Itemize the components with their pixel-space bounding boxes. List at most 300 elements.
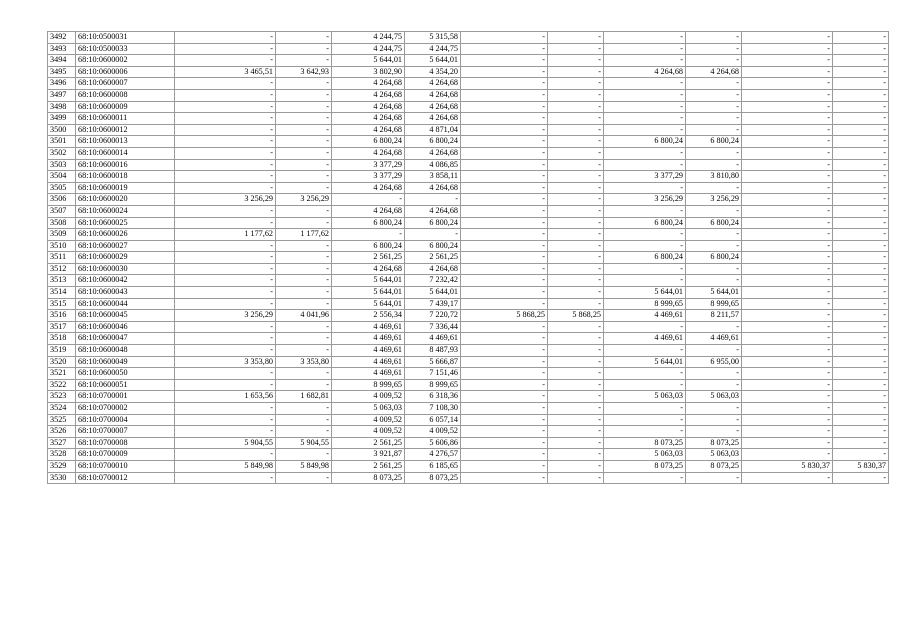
value-cell: - [461,426,548,438]
value-cell: - [833,472,889,484]
value-cell: - [686,229,742,241]
value-cell: - [686,240,742,252]
row-number-cell: 3519 [48,345,76,357]
value-cell: 4 264,68 [405,182,461,194]
value-cell: 7 151,46 [405,368,461,380]
value-cell: - [604,240,686,252]
table-row [48,426,889,438]
value-cell: - [548,426,604,438]
value-cell: - [833,449,889,461]
value-cell: - [175,379,276,391]
value-cell: - [276,449,332,461]
value-cell: - [742,287,833,299]
table-row [48,379,889,391]
value-cell: - [833,136,889,148]
value-cell: - [742,449,833,461]
value-cell: - [548,368,604,380]
cadastral-id-cell: 68:10:0600012 [76,124,175,136]
value-cell: - [833,298,889,310]
value-cell: 6 800,24 [604,136,686,148]
cadastral-id-cell: 68:10:0500031 [76,32,175,44]
cadastral-id-cell: 68:10:0700012 [76,472,175,484]
value-cell: 5 868,25 [461,310,548,322]
value-cell: - [461,403,548,415]
value-cell: - [332,229,405,241]
value-cell: - [833,321,889,333]
cadastral-id-cell: 68:10:0600025 [76,217,175,229]
cadastral-id-cell: 68:10:0600007 [76,78,175,90]
value-cell: - [604,101,686,113]
value-cell: - [604,147,686,159]
value-cell: 6 800,24 [405,136,461,148]
value-cell: - [833,391,889,403]
value-cell: - [686,159,742,171]
cadastral-id-cell: 68:10:0600020 [76,194,175,206]
value-cell: - [833,275,889,287]
value-cell: 3 377,29 [332,159,405,171]
value-cell: - [833,32,889,44]
value-cell: 6 800,24 [686,217,742,229]
value-cell: - [833,113,889,125]
value-cell: - [742,263,833,275]
table-row [48,472,889,484]
table-row [48,217,889,229]
cadastral-id-cell: 68:10:0600002 [76,55,175,67]
value-cell: - [833,194,889,206]
row-number-cell: 3518 [48,333,76,345]
value-cell: - [604,89,686,101]
value-cell: 7 439,17 [405,298,461,310]
table-row [48,368,889,380]
value-cell: - [604,78,686,90]
value-cell: - [833,66,889,78]
value-cell: - [548,252,604,264]
value-cell: 5 868,25 [548,310,604,322]
value-cell: - [742,356,833,368]
value-cell: - [548,124,604,136]
value-cell: - [175,368,276,380]
value-cell: - [175,32,276,44]
value-cell: 4 264,68 [686,66,742,78]
value-cell: 3 642,93 [276,66,332,78]
value-cell: 8 999,65 [405,379,461,391]
table-row [48,66,889,78]
row-number-cell: 3517 [48,321,76,333]
table-row [48,321,889,333]
value-cell: 3 256,29 [175,194,276,206]
value-cell: 5 644,01 [604,356,686,368]
value-cell: - [461,182,548,194]
value-cell: - [175,263,276,275]
cadastral-id-cell: 68:10:0700001 [76,391,175,403]
value-cell: - [742,437,833,449]
value-cell: - [604,426,686,438]
value-cell: - [686,113,742,125]
value-cell: - [833,310,889,322]
value-cell: - [833,147,889,159]
value-cell: 5 666,87 [405,356,461,368]
value-cell: - [742,275,833,287]
value-cell: 5 904,55 [175,437,276,449]
value-cell: - [175,403,276,415]
value-cell: - [833,89,889,101]
value-cell: 8 999,65 [686,298,742,310]
cadastral-id-cell: 68:10:0600044 [76,298,175,310]
value-cell: 4 469,61 [332,345,405,357]
table-row [48,333,889,345]
value-cell: - [548,205,604,217]
table-row [48,345,889,357]
value-cell: - [276,43,332,55]
value-cell: 4 264,68 [332,113,405,125]
value-cell: 6 955,00 [686,356,742,368]
value-cell: 8 211,57 [686,310,742,322]
value-cell: 2 561,25 [332,252,405,264]
table-row [48,147,889,159]
value-cell: - [742,66,833,78]
cadastral-id-cell: 68:10:0600027 [76,240,175,252]
value-cell: - [604,472,686,484]
value-cell: - [332,194,405,206]
value-cell: 4 264,68 [405,263,461,275]
value-cell: 1 682,81 [276,391,332,403]
value-cell: - [276,263,332,275]
value-cell: 6 800,24 [686,252,742,264]
table-row [48,437,889,449]
value-cell: - [686,55,742,67]
value-cell: - [833,205,889,217]
row-number-cell: 3495 [48,66,76,78]
value-cell: - [686,472,742,484]
value-cell: 7 220,72 [405,310,461,322]
row-number-cell: 3511 [48,252,76,264]
value-cell: - [548,113,604,125]
value-cell: 3 377,29 [604,171,686,183]
value-cell: - [833,345,889,357]
value-cell: 3 377,29 [332,171,405,183]
value-cell: 4 469,61 [604,310,686,322]
value-cell: - [604,345,686,357]
value-cell: 6 318,36 [405,391,461,403]
value-cell: - [833,379,889,391]
value-cell: - [276,287,332,299]
row-number-cell: 3514 [48,287,76,299]
value-cell: - [175,89,276,101]
value-cell: 5 063,03 [604,449,686,461]
row-number-cell: 3513 [48,275,76,287]
value-cell: - [833,217,889,229]
value-cell: 2 561,25 [332,460,405,472]
value-cell: - [686,101,742,113]
value-cell: - [548,391,604,403]
value-cell: - [548,240,604,252]
cadastral-id-cell: 68:10:0600024 [76,205,175,217]
table-row [48,391,889,403]
value-cell: - [276,171,332,183]
value-cell: 5 830,37 [742,460,833,472]
value-cell: - [686,205,742,217]
value-cell: - [548,379,604,391]
table-row [48,101,889,113]
table-row [48,275,889,287]
value-cell: - [686,43,742,55]
row-number-cell: 3520 [48,356,76,368]
value-cell: - [742,205,833,217]
value-cell: 4 264,68 [405,78,461,90]
value-cell: 4 264,68 [405,147,461,159]
value-cell: 4 469,61 [405,333,461,345]
value-cell: 4 264,68 [332,205,405,217]
value-cell: - [548,403,604,415]
value-cell: - [548,333,604,345]
value-cell: 5 644,01 [604,287,686,299]
cadastral-id-cell: 68:10:0700009 [76,449,175,461]
value-cell: - [742,345,833,357]
value-cell: - [548,101,604,113]
cadastral-id-cell: 68:10:0600013 [76,136,175,148]
value-cell: 4 264,68 [332,101,405,113]
row-number-cell: 3498 [48,101,76,113]
row-number-cell: 3521 [48,368,76,380]
value-cell: 8 999,65 [332,379,405,391]
cadastral-id-cell: 68:10:0600016 [76,159,175,171]
value-cell: 8 073,25 [686,460,742,472]
value-cell: - [276,124,332,136]
value-cell: 8 073,25 [332,472,405,484]
value-cell: - [742,333,833,345]
value-cell: - [833,426,889,438]
table-row [48,32,889,44]
value-cell: 2 561,25 [405,252,461,264]
cadastral-id-cell: 68:10:0600011 [76,113,175,125]
value-cell: - [276,414,332,426]
row-number-cell: 3505 [48,182,76,194]
value-cell: - [686,89,742,101]
value-cell: - [742,147,833,159]
value-cell: - [175,321,276,333]
table-row [48,287,889,299]
row-number-cell: 3530 [48,472,76,484]
value-cell: - [833,252,889,264]
cadastral-id-cell: 68:10:0600048 [76,345,175,357]
value-cell: - [833,229,889,241]
value-cell: - [276,252,332,264]
value-cell: - [175,217,276,229]
value-cell: 5 063,03 [686,449,742,461]
cadastral-id-cell: 68:10:0600046 [76,321,175,333]
value-cell: - [461,89,548,101]
value-cell: - [604,229,686,241]
value-cell: - [276,472,332,484]
value-cell: - [742,426,833,438]
row-number-cell: 3516 [48,310,76,322]
value-cell: - [548,43,604,55]
value-cell: 4 041,96 [276,310,332,322]
value-cell: - [742,78,833,90]
value-cell: - [276,368,332,380]
value-cell: 4 264,68 [405,205,461,217]
value-cell: 4 264,68 [332,89,405,101]
table-row [48,229,889,241]
value-cell: - [175,240,276,252]
value-cell: - [548,194,604,206]
value-cell: - [548,356,604,368]
value-cell: - [175,159,276,171]
value-cell: 5 063,03 [686,391,742,403]
table-row [48,194,889,206]
value-cell: - [175,136,276,148]
value-cell: - [833,240,889,252]
value-cell: - [548,182,604,194]
value-cell: - [604,113,686,125]
value-cell: 4 469,61 [332,368,405,380]
value-cell: - [461,171,548,183]
value-cell: - [742,89,833,101]
cadastral-id-cell: 68:10:0700002 [76,403,175,415]
value-cell: - [461,298,548,310]
value-cell: - [276,159,332,171]
value-cell: - [175,171,276,183]
value-cell: 8 073,25 [405,472,461,484]
value-cell: - [833,55,889,67]
value-cell: - [604,275,686,287]
value-cell: - [175,345,276,357]
table-row [48,55,889,67]
value-cell: - [548,159,604,171]
value-cell: 4 354,20 [405,66,461,78]
value-cell: 4 276,57 [405,449,461,461]
value-cell: 5 849,98 [175,460,276,472]
table-row [48,171,889,183]
value-cell: - [548,287,604,299]
cadastral-id-cell: 68:10:0600047 [76,333,175,345]
value-cell: 3 353,80 [276,356,332,368]
value-cell: - [833,101,889,113]
value-cell: - [686,368,742,380]
value-cell: - [604,43,686,55]
value-cell: - [548,171,604,183]
row-number-cell: 3526 [48,426,76,438]
value-cell: - [742,240,833,252]
value-cell: - [461,263,548,275]
value-cell: - [461,437,548,449]
value-cell: - [742,55,833,67]
value-cell: - [461,368,548,380]
value-cell: 4 009,52 [405,426,461,438]
value-cell: - [276,205,332,217]
value-cell: - [405,229,461,241]
value-cell: - [686,426,742,438]
table-row [48,252,889,264]
value-cell: - [276,345,332,357]
value-cell: - [461,356,548,368]
value-cell: - [276,136,332,148]
row-number-cell: 3506 [48,194,76,206]
value-cell: - [742,252,833,264]
value-cell: - [742,229,833,241]
value-cell: - [276,321,332,333]
value-cell: - [175,78,276,90]
value-cell: - [461,147,548,159]
value-cell: 4 264,68 [405,89,461,101]
value-cell: - [604,403,686,415]
row-number-cell: 3524 [48,403,76,415]
table-row [48,298,889,310]
value-cell: 5 315,58 [405,32,461,44]
value-cell: 3 256,29 [175,310,276,322]
value-cell: - [276,403,332,415]
value-cell: - [461,55,548,67]
value-cell: - [548,217,604,229]
value-cell: 6 800,24 [686,136,742,148]
value-cell: - [742,310,833,322]
value-cell: - [742,32,833,44]
value-cell: - [742,136,833,148]
value-cell: 7 336,44 [405,321,461,333]
cadastral-id-cell: 68:10:0600009 [76,101,175,113]
value-cell: 4 469,61 [686,333,742,345]
value-cell: - [833,159,889,171]
value-cell: - [742,391,833,403]
cadastral-id-cell: 68:10:0600008 [76,89,175,101]
value-cell: 4 264,68 [332,124,405,136]
value-cell: 6 800,24 [405,217,461,229]
value-cell: - [833,437,889,449]
value-cell: - [548,460,604,472]
value-cell: - [686,32,742,44]
value-cell: - [604,263,686,275]
value-cell: - [548,66,604,78]
value-cell: - [742,113,833,125]
table-row [48,414,889,426]
table-row [48,356,889,368]
table-row [48,403,889,415]
value-cell: - [461,217,548,229]
value-cell: - [742,472,833,484]
cadastral-id-cell: 68:10:0500033 [76,43,175,55]
row-number-cell: 3510 [48,240,76,252]
value-cell: - [548,414,604,426]
table-row [48,460,889,472]
value-cell: - [276,101,332,113]
table-row [48,310,889,322]
cadastral-id-cell: 68:10:0600006 [76,66,175,78]
value-cell: - [686,275,742,287]
value-cell: - [461,379,548,391]
value-cell: 3 921,87 [332,449,405,461]
value-cell: - [175,287,276,299]
value-cell: 5 063,03 [332,403,405,415]
table-row [48,89,889,101]
value-cell: - [175,298,276,310]
value-cell: - [742,171,833,183]
value-cell: - [548,229,604,241]
table-row [48,43,889,55]
value-cell: - [742,217,833,229]
table-row [48,124,889,136]
table-row [48,205,889,217]
value-cell: 6 185,65 [405,460,461,472]
row-number-cell: 3504 [48,171,76,183]
value-cell: 5 644,01 [405,287,461,299]
value-cell: - [461,414,548,426]
value-cell: - [604,379,686,391]
value-cell: - [686,403,742,415]
value-cell: - [461,449,548,461]
value-cell: - [604,55,686,67]
value-cell: - [461,205,548,217]
value-cell: - [686,321,742,333]
